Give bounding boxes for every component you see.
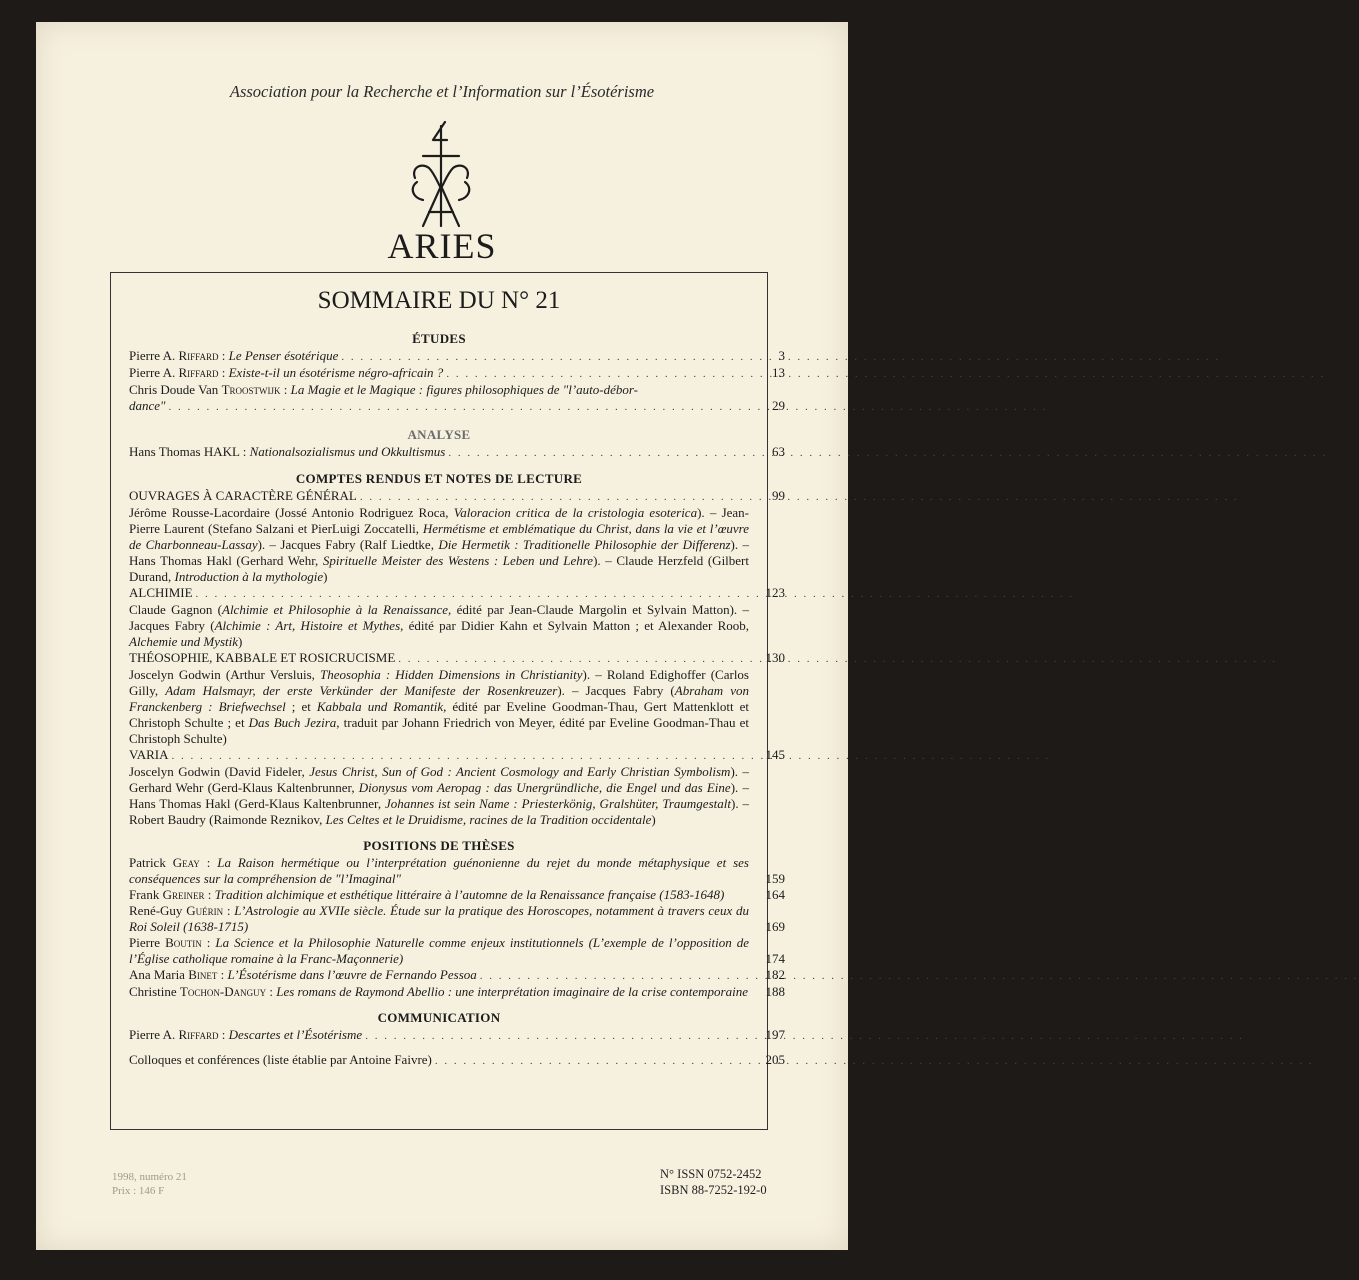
toc-review-list: Jérôme Rousse-Lacordaire (Jossé Antonio Rodriguez Roca, Valoracion critica de la cristologia esoterica). – Jean-Pierre Laurent (Stefano Salzani et PierLuigi Zoccatelli, Hermétisme et emblématique du Christ, dans la vie et l’œuvre de Charbonneau-Lassay). – Jacques Fabry (Ralf Liedtke, Die Hermetik : Traditionelle Philosophie der Differenz). – Hans Thomas Hakl (Gerhard Wehr, Spirituelle Meister des Westens : Leben und Lehre). – Claude Herzfeld (Gilbert Durand, Introduction à la mythologie) (129, 505, 750, 584)
toc-entry: Ana Maria Binet : L’Ésotérisme dans l’œuvre de Fernando Pessoa . . . 182 (129, 967, 749, 984)
page-number: 205 (765, 1052, 785, 1067)
toc-entry: Pierre A. Riffard : Descartes et l’Ésotérisme . . . 197 (129, 1027, 749, 1044)
toc-entry-continuation: dance" . . . 29 (129, 398, 749, 415)
issn: N° ISSN 0752-2452 (660, 1167, 762, 1181)
page-number: 182 (765, 967, 785, 982)
toc-entry: Colloques et conférences (liste établie par Antoine Faivre) . . . 205 (129, 1052, 749, 1069)
toc-review-list: Joscelyn Godwin (Arthur Versluis, Theosophia : Hidden Dimensions in Christianity). – Roland Edighoffer (Carlos Gilly, Adam Halsmayr, der erste Verkünder der Manifeste der Rosenkreuzer). – Jacques Fabry (Abraham von Franckenberg : Briefwechsel ; et Kabbala und Romantik, édité par Eveline Goodman-Thau, Gert Mattenklott et Christoph Schulte ; et Das Buch Jezira, traduit par Johann Friedrich von Meyer, édité par Eveline Goodman-Thau et Christoph Schulte) (129, 667, 749, 746)
price: Prix : 146 F (112, 1185, 165, 1197)
toc-title: SOMMAIRE DU N° 21 (317, 287, 561, 314)
toc-entry: Chris Doude Van Troostwijk : La Magie et le Magique : figures philosophiques de "l’auto-débor- (129, 382, 638, 397)
year-issue: 1998, numéro 21 (112, 1171, 187, 1183)
issue-info (112, 1170, 187, 1198)
identifiers (660, 1166, 767, 1198)
page-number: 188 (765, 984, 785, 999)
table-of-contents (110, 272, 785, 1130)
section-heading-etudes: ÉTUDES (412, 331, 466, 346)
page-number: 3 (778, 348, 785, 363)
section-heading-comptes-rendus: COMPTES RENDUS ET NOTES DE LECTURE (295, 471, 583, 486)
page-number: 130 (765, 650, 785, 665)
toc-category: VARIA . . . 145 (129, 747, 749, 764)
page-number: 164 (765, 887, 785, 902)
toc-entry: Christine Tochon-Danguy : Les romans de Raymond Abellio : une interprétation imaginaire de la crise contemporaine 188 (129, 984, 785, 999)
toc-category: ALCHIMIE . . . 123 (129, 585, 749, 602)
section-heading-communication: COMMUNICATION (377, 1010, 501, 1025)
toc-review-list: Claude Gagnon (Alchimie et Philosophie à la Renaissance, édité par Jean-Claude Margolin et Sylvain Matton). – Jacques Fabry (Alchimie : Art, Histoire et Mythes, édité par Didier Kahn et Sylvain Matton ; et Alexander Roob, Alchemie und Mystik) (129, 602, 749, 649)
toc-entry: Hans Thomas HAKL : Nationalsozialismus und Okkultismus . . . 63 (129, 444, 749, 461)
toc-entry: Patrick Geay : La Raison hermétique ou l’interprétation guénonienne du rejet du monde métaphysique et ses conséquences sur la compréhension de "l’Imaginal" 159 (129, 855, 785, 886)
journal-title: ARIES (387, 226, 497, 266)
page-number: 29 (772, 398, 785, 413)
toc-entry: Pierre A. Riffard : Le Penser ésotérique . . . 3 (129, 348, 749, 365)
toc-entry: Frank Greiner : Tradition alchimique et esthétique littéraire à l’automne de la Renaissance française (1583-1648) 164 (129, 887, 785, 902)
page-number: 197 (765, 1027, 785, 1042)
toc-category: THÉOSOPHIE, KABBALE ET ROSICRUCISME . . . 130 (129, 650, 749, 667)
page-number: 99 (772, 488, 785, 503)
association-name: Association pour la Recherche et l’Information sur l’Ésotérisme (229, 82, 655, 101)
page-number: 174 (765, 951, 785, 966)
toc-review-list: Joscelyn Godwin (David Fideler, Jesus Christ, Sun of God : Ancient Cosmology and Early Christian Symbolism). – Gerhard Wehr (Gerd-Klaus Kaltenbrunner, Dionysus vom Aeropag : das Unergründliche, die Engel und das Eine). – Hans Thomas Hakl (Gerd-Klaus Kaltenbrunner, Johannes ist sein Name : Priesterkönig, Gralshüter, Traumgestalt). – Robert Baudry (Raimonde Reznikov, Les Celtes et le Druidisme, racines de la Tradition occidentale) (129, 764, 749, 827)
toc-entry: Pierre Boutin : La Science et la Philosophie Naturelle comme enjeux institutionnels (L’exemple de l’opposition de l’Église catholique romaine à la Franc-Maçonnerie) 174 (129, 935, 785, 966)
page-number: 169 (765, 919, 785, 934)
page-number: 145 (765, 747, 785, 762)
toc-entry: René-Guy Guérin : L’Astrologie au XVIIe siècle. Étude sur la pratique des Horoscopes, notamment à travers ceux du Roi Soleil (1638-1715) 169 (129, 903, 785, 934)
section-heading-analyse: ANALYSE (407, 427, 471, 442)
page-number: 159 (765, 871, 785, 886)
toc-category: OUVRAGES À CARACTÈRE GÉNÉRAL . . . 99 (129, 488, 749, 505)
aries-emblem-icon (401, 118, 481, 242)
page-number: 123 (765, 585, 785, 600)
isbn: ISBN 88-7252-192-0 (660, 1183, 767, 1197)
section-heading-theses: POSITIONS DE THÈSES (363, 838, 515, 853)
toc-entry: Pierre A. Riffard : Existe-t-il un ésotérisme négro-africain ? . . . 13 (129, 365, 749, 382)
page-number: 63 (772, 444, 785, 459)
page-number: 13 (772, 365, 785, 380)
back-cover (36, 22, 848, 1250)
